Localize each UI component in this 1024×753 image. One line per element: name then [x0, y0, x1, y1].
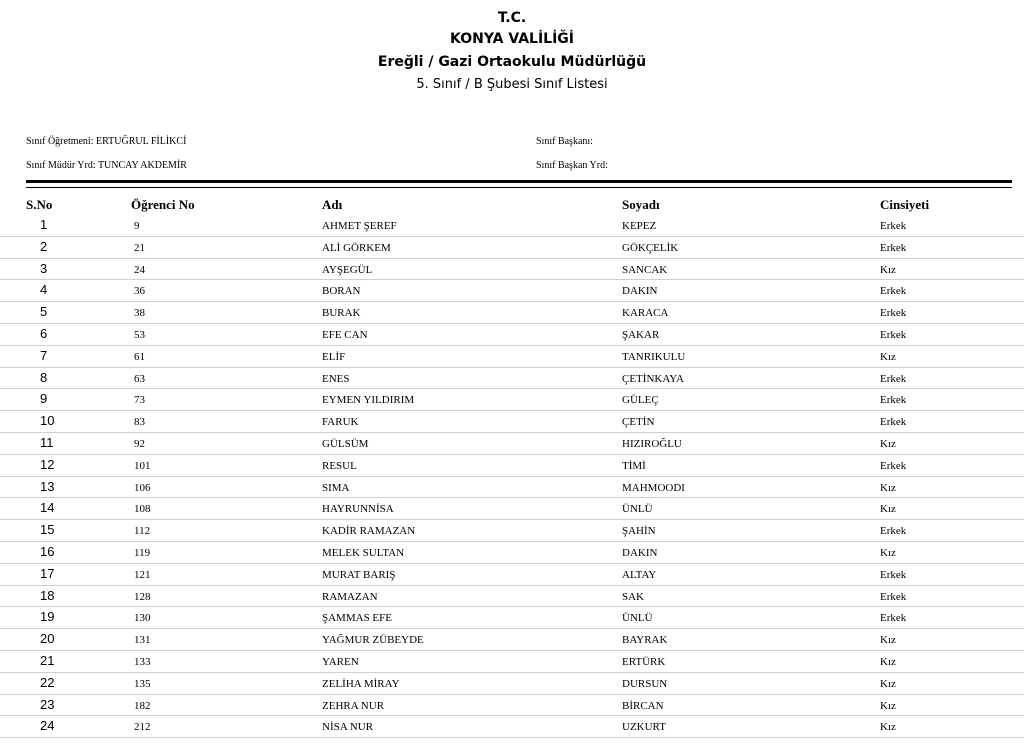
row-surname: TİMİ [622, 459, 646, 472]
row-student-no: 212 [134, 721, 151, 734]
row-sno: 9 [40, 391, 48, 407]
row-sno: 15 [40, 522, 55, 538]
row-surname: ŞAKAR [622, 328, 660, 341]
header-rule-thin [26, 187, 1012, 188]
document-subtitle-class-list: 5. Sınıf / B Şubesi Sınıf Listesi [416, 77, 608, 92]
row-student-no: 24 [134, 263, 145, 276]
row-student-no: 108 [134, 503, 151, 516]
row-gender: Erkek [880, 525, 907, 538]
row-sno: 18 [40, 587, 55, 603]
row-name: SIMA [322, 481, 350, 494]
table-row [0, 716, 1024, 738]
row-name: YAĞMUR ZÜBEYDE [322, 634, 424, 647]
row-sno: 20 [40, 631, 55, 647]
row-sno: 22 [40, 674, 55, 690]
table-row [0, 280, 1024, 302]
row-surname: GÖKÇELİK [622, 241, 679, 254]
row-sno: 19 [40, 609, 55, 625]
row-gender: Erkek [880, 590, 907, 603]
row-gender: Erkek [880, 285, 907, 298]
row-surname: ŞAHİN [622, 525, 656, 538]
row-name: FARUK [322, 416, 359, 429]
row-student-no: 106 [134, 481, 151, 494]
row-gender: Kız [880, 721, 896, 734]
row-gender: Kız [880, 503, 896, 516]
class-teacher: Sınıf Öğretmeni: ERTUĞRUL FİLİKCİ [26, 136, 187, 147]
row-gender: Erkek [880, 328, 907, 341]
row-name: MURAT BARIŞ [322, 568, 396, 581]
row-student-no: 135 [134, 677, 151, 690]
row-surname: ALTAY [622, 568, 657, 581]
row-gender: Erkek [880, 372, 907, 385]
table-row [0, 302, 1024, 324]
row-sno: 8 [40, 369, 48, 385]
row-name: YAREN [322, 655, 359, 668]
table-row [0, 520, 1024, 542]
row-student-no: 128 [134, 590, 151, 603]
row-student-no: 38 [134, 307, 145, 320]
row-name: MELEK SULTAN [322, 546, 405, 559]
row-gender: Kız [880, 481, 896, 494]
row-name: AYŞEGÜL [322, 263, 373, 276]
table-row [0, 586, 1024, 608]
document-title-school: Ereğli / Gazi Ortaokulu Müdürlüğü [377, 54, 647, 70]
row-name: EFE CAN [322, 328, 368, 341]
table-row [0, 433, 1024, 455]
row-gender: Kız [880, 350, 896, 363]
row-name: RAMAZAN [322, 590, 378, 603]
row-student-no: 61 [134, 350, 145, 363]
row-gender: Kız [880, 677, 896, 690]
column-header-gender: Cinsiyeti [880, 197, 930, 212]
row-name: HAYRUNNİSA [322, 503, 394, 516]
table-row [0, 651, 1024, 673]
row-name: RESUL [322, 459, 357, 472]
row-gender: Erkek [880, 394, 907, 407]
row-student-no: 83 [134, 416, 145, 429]
row-name: ŞAMMAS EFE [322, 612, 392, 625]
row-surname: ÇETİN [622, 416, 655, 429]
row-sno: 24 [40, 718, 55, 734]
row-name: EYMEN YILDIRIM [322, 394, 415, 407]
row-student-no: 63 [134, 372, 145, 385]
row-gender: Erkek [880, 459, 907, 472]
row-surname: KEPEZ [622, 220, 657, 232]
table-row [0, 477, 1024, 499]
row-student-no: 130 [134, 612, 151, 625]
row-name: KADİR RAMAZAN [322, 525, 416, 538]
row-surname: DAKIN [622, 285, 658, 298]
row-student-no: 21 [134, 241, 145, 254]
row-gender: Erkek [880, 220, 907, 232]
document-title-governorship: KONYA VALİLİĞİ [449, 31, 575, 47]
row-student-no: 119 [134, 546, 151, 559]
row-sno: 11 [40, 434, 54, 450]
row-name: GÜLSÜM [322, 437, 369, 450]
row-student-no: 133 [134, 655, 151, 668]
student-table-body [0, 215, 1024, 738]
row-name: ZEHRA NUR [322, 699, 385, 712]
row-sno: 2 [40, 238, 48, 254]
row-sno: 7 [40, 347, 48, 363]
row-surname: SANCAK [622, 263, 668, 276]
row-student-no: 73 [134, 394, 145, 407]
row-sno: 1 [40, 217, 48, 232]
table-row [0, 346, 1024, 368]
row-student-no: 182 [134, 699, 151, 712]
table-row [0, 411, 1024, 433]
row-surname: ÇETİNKAYA [622, 372, 684, 385]
row-sno: 16 [40, 543, 55, 559]
column-header-surname: Soyadı [622, 197, 660, 212]
row-surname: BİRCAN [622, 699, 664, 712]
row-sno: 10 [40, 413, 55, 429]
row-sno: 21 [40, 652, 55, 668]
column-header-student-no: Öğrenci No [131, 197, 195, 212]
column-header-name: Adı [322, 197, 343, 212]
row-name: BORAN [322, 285, 361, 298]
table-row [0, 389, 1024, 411]
row-gender: Kız [880, 655, 896, 668]
row-gender: Erkek [880, 241, 907, 254]
row-surname: SAK [622, 590, 645, 603]
row-student-no: 131 [134, 634, 151, 647]
vice-principal: Sınıf Müdür Yrd: TUNCAY AKDEMİR [26, 160, 187, 171]
row-gender: Erkek [880, 307, 907, 320]
table-row [0, 215, 1024, 237]
row-surname: KARACA [622, 307, 669, 320]
row-name: NİSA NUR [322, 721, 374, 734]
table-row [0, 564, 1024, 586]
table-row [0, 259, 1024, 281]
row-gender: Kız [880, 437, 896, 450]
row-sno: 3 [40, 260, 48, 276]
row-gender: Kız [880, 699, 896, 712]
row-name: ALİ GÖRKEM [322, 241, 391, 254]
row-name: ELİF [322, 350, 346, 363]
table-row [0, 673, 1024, 695]
row-sno: 17 [40, 565, 55, 581]
table-row [0, 237, 1024, 259]
row-student-no: 112 [134, 525, 151, 538]
row-surname: ÜNLÜ [622, 612, 653, 625]
row-sno: 4 [40, 282, 48, 298]
table-row [0, 498, 1024, 520]
row-surname: DURSUN [622, 677, 668, 690]
header-rule-thick [26, 180, 1012, 183]
row-name: ZELİHA MİRAY [322, 677, 400, 690]
table-row [0, 542, 1024, 564]
row-gender: Kız [880, 546, 896, 559]
row-sno: 13 [40, 478, 55, 494]
table-row [0, 629, 1024, 651]
row-gender: Erkek [880, 416, 907, 429]
row-student-no: 121 [134, 568, 151, 581]
row-surname: ERTÜRK [622, 655, 666, 668]
table-row [0, 368, 1024, 390]
row-sno: 14 [40, 500, 55, 516]
row-name: AHMET ŞEREF [322, 220, 397, 232]
row-gender: Kız [880, 263, 896, 276]
row-student-no: 53 [134, 328, 145, 341]
class-vice-president: Sınıf Başkan Yrd: [536, 160, 608, 171]
column-header-sno: S.No [26, 197, 53, 212]
row-student-no: 92 [134, 437, 145, 450]
table-row [0, 695, 1024, 717]
row-sno: 5 [40, 304, 48, 320]
class-president: Sınıf Başkanı: [536, 136, 593, 147]
row-surname: ÜNLÜ [622, 503, 653, 516]
row-surname: UZKURT [622, 721, 666, 734]
table-row [0, 324, 1024, 346]
row-surname: DAKIN [622, 546, 658, 559]
document-title-tc: T.C. [497, 10, 527, 26]
row-gender: Erkek [880, 612, 907, 625]
row-student-no: 9 [134, 220, 140, 232]
row-surname: GÜLEÇ [622, 394, 659, 407]
row-student-no: 101 [134, 459, 151, 472]
row-surname: HIZIROĞLU [622, 437, 682, 450]
row-name: ENES [322, 372, 350, 385]
table-row [0, 455, 1024, 477]
row-surname: BAYRAK [622, 634, 668, 647]
table-row [0, 607, 1024, 629]
row-student-no: 36 [134, 285, 145, 298]
row-surname: MAHMOODI [622, 481, 685, 494]
row-gender: Erkek [880, 568, 907, 581]
row-surname: TANRIKULU [622, 350, 686, 363]
row-gender: Kız [880, 634, 896, 647]
row-sno: 23 [40, 696, 55, 712]
row-name: BURAK [322, 307, 361, 320]
row-sno: 6 [40, 325, 48, 341]
row-sno: 12 [40, 456, 55, 472]
